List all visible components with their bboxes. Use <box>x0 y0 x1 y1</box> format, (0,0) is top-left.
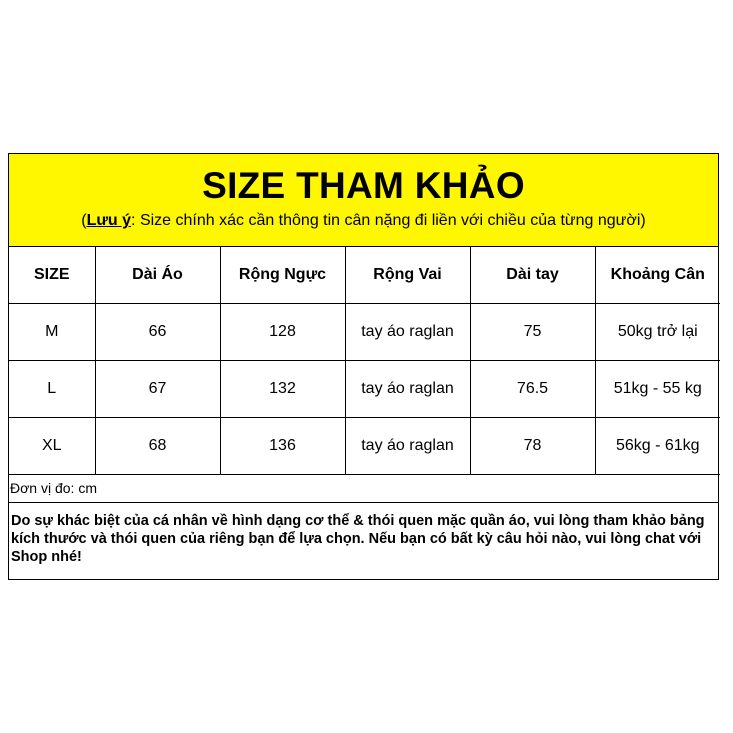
table-row <box>9 418 720 475</box>
column-header-chest: Rộng Ngực <box>220 247 345 304</box>
cell-size: XL <box>9 418 95 475</box>
table-row <box>9 304 720 361</box>
cell-sleeve: 76.5 <box>470 361 595 418</box>
size-table <box>9 247 720 475</box>
size-chart <box>8 153 719 580</box>
footer-advice: Do sự khác biệt của cá nhân về hình dạng cơ thể & thói quen mặc quần áo, vui lòng tham khảo bảng kích thước và thói quen của riêng bạn để lựa chọn. Nếu bạn có bất kỳ câu hỏi nào, vui lòng chat với Shop nhé! <box>11 513 705 565</box>
cell-shoulder: tay áo raglan <box>345 304 470 361</box>
note-open-paren: ( <box>81 212 87 229</box>
cell-chest: 136 <box>220 418 345 475</box>
note-text: : Size chính xác cần thông tin cân nặng đi liền với chiều của từng người) <box>131 212 646 229</box>
cell-chest: 132 <box>220 361 345 418</box>
cell-size: L <box>9 361 95 418</box>
column-header-length: Dài Áo <box>95 247 220 304</box>
size-chart-title: SIZE THAM KHẢO <box>202 165 525 206</box>
cell-weight: 56kg - 61kg <box>595 418 720 475</box>
column-header-weight: Khoảng Cân <box>595 247 720 304</box>
cell-chest: 128 <box>220 304 345 361</box>
cell-weight: 51kg - 55 kg <box>595 361 720 418</box>
cell-shoulder: tay áo raglan <box>345 361 470 418</box>
cell-sleeve: 78 <box>470 418 595 475</box>
size-note <box>9 212 718 230</box>
column-header-shoulder: Rộng Vai <box>345 247 470 304</box>
cell-sleeve: 75 <box>470 304 595 361</box>
unit-note: Đơn vị đo: cm <box>9 475 718 503</box>
cell-length: 66 <box>95 304 220 361</box>
cell-length: 67 <box>95 361 220 418</box>
table-header-row <box>9 247 720 304</box>
note-label: Lưu ý <box>86 212 132 229</box>
cell-size: M <box>9 304 95 361</box>
table-row <box>9 361 720 418</box>
size-chart-header <box>9 154 718 247</box>
column-header-sleeve: Dài tay <box>470 247 595 304</box>
cell-length: 68 <box>95 418 220 475</box>
cell-shoulder: tay áo raglan <box>345 418 470 475</box>
cell-weight: 50kg trở lại <box>595 304 720 361</box>
column-header-size: SIZE <box>9 247 95 304</box>
